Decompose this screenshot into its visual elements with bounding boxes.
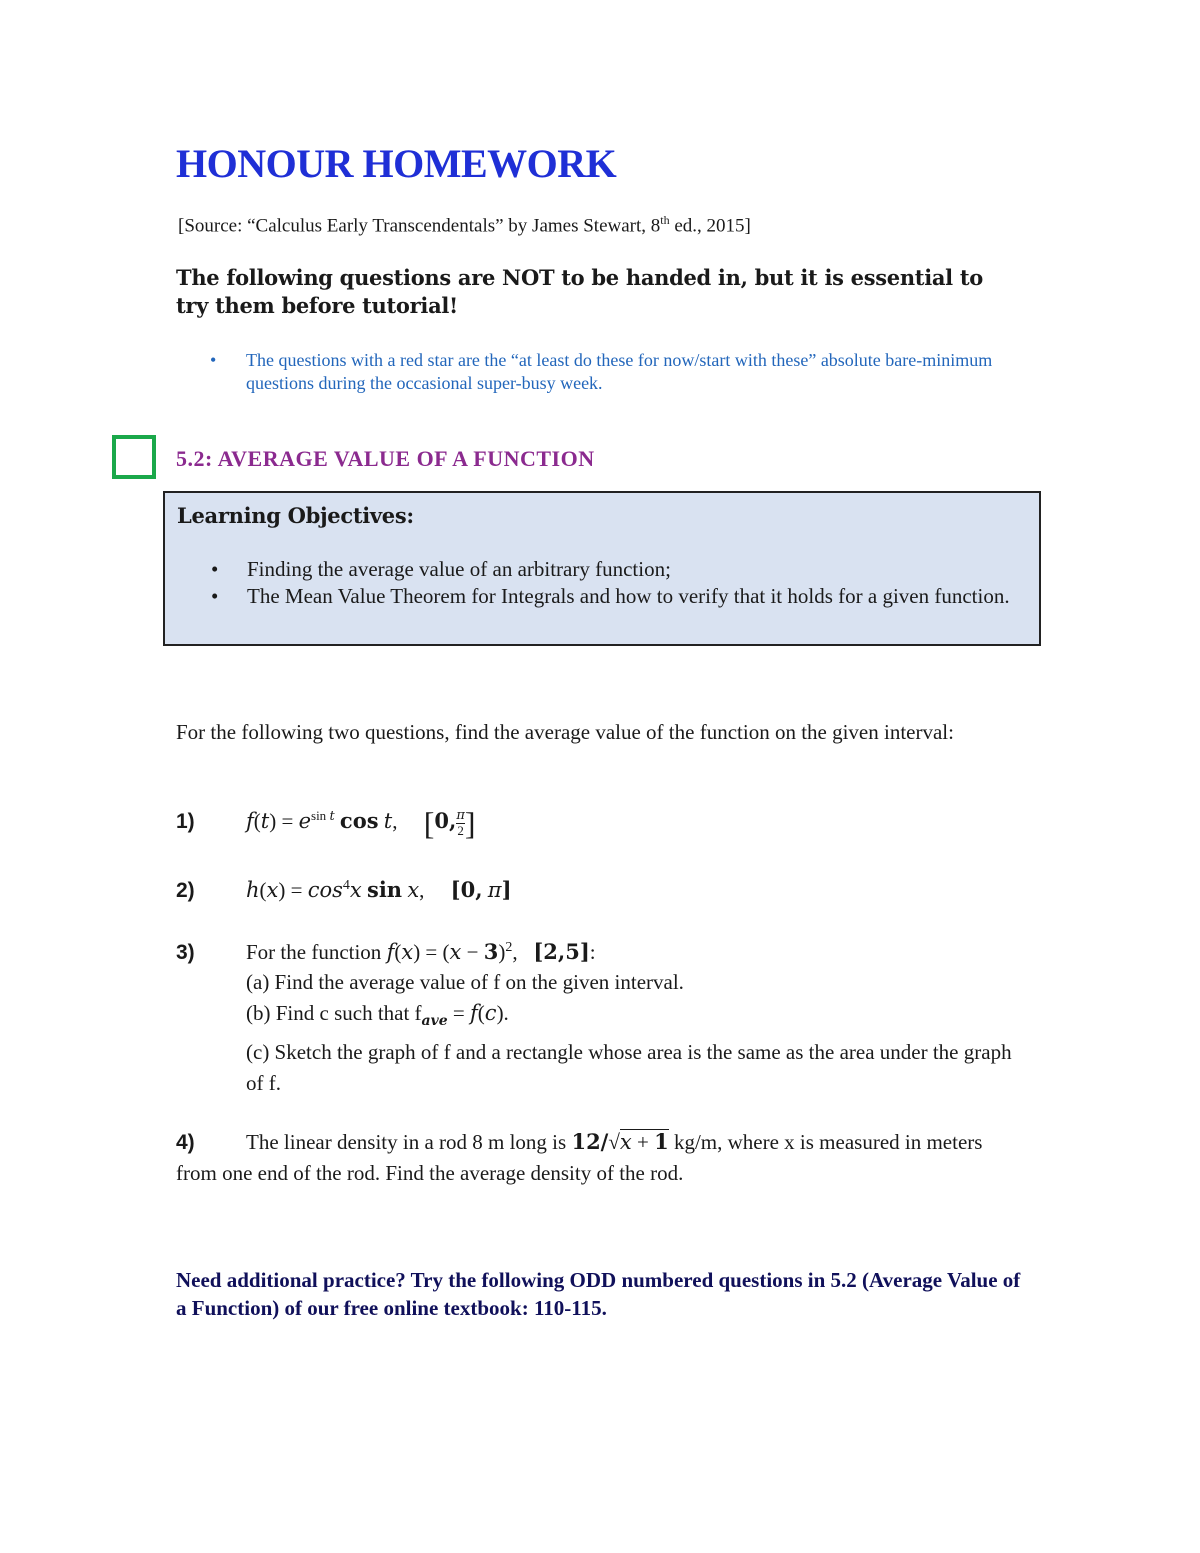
notice-text: The following questions are NOT to be handed in, but it is essential to try them before tutorial! <box>176 265 983 318</box>
source-citation <box>178 213 751 237</box>
learning-objectives-box <box>163 491 1041 646</box>
question-3-lead: For the function <box>246 940 387 964</box>
learning-objectives-heading: Learning Objectives: <box>177 503 414 528</box>
bullet-icon: • <box>211 584 219 608</box>
page-title: HONOUR HOMEWORK <box>176 141 617 186</box>
source-prefix: [Source: “Calculus Early Transcendentals” by James Stewart, 8 <box>178 215 661 237</box>
questions-intro: For the following two questions, find the average value of the function on the given interval: <box>176 720 954 744</box>
question-1-formula: $f(t) = e^{sin t}$ cos t, [0, $\frac{\pi}{2}$ ] <box>246 805 476 842</box>
bullet-icon: • <box>210 350 217 370</box>
section-title: 5.2: AVERAGE VALUE OF A FUNCTION <box>176 446 595 471</box>
question-1 <box>176 802 476 842</box>
question-3-part-b-text: (b) Find c such that f <box>246 1001 422 1025</box>
red-star-note <box>210 349 1000 395</box>
question-3-part-b: (b) Find c such that $f_{ave} = f(c)$. <box>246 1001 509 1030</box>
question-2 <box>176 872 512 905</box>
red-star-note-text: The questions with a red star are the “at least do these for now/start with these” absolute bare-minimum questions during the occasional super-busy week. <box>246 350 993 393</box>
objective-item <box>211 556 1023 583</box>
question-number: 2) <box>176 879 195 902</box>
objective-text: The Mean Value Theorem for Integrals and how to verify that it holds for a given function. <box>247 584 1010 608</box>
question-number: 3) <box>176 941 195 964</box>
objective-text: Finding the average value of an arbitrary function; <box>247 557 671 581</box>
question-number: 1) <box>176 810 195 833</box>
question-4-formula: 12/√x + 1 <box>571 1129 669 1154</box>
question-3-part-a: (a) Find the average value of f on the given interval. <box>246 970 684 994</box>
section-checkbox[interactable] <box>112 435 156 479</box>
question-4-text-after: kg/m, where x is measured in meters from one end of the rod. Find the average density of the rod. <box>176 1130 983 1185</box>
source-suffix: ed., 2015] <box>669 215 751 237</box>
question-3-part-c: (c) Sketch the graph of f and a rectangle whose area is the same as the area under the graph of f. <box>246 1040 1012 1096</box>
source-superscript: th <box>660 213 670 227</box>
objective-item <box>211 583 1023 610</box>
learning-objectives-list <box>211 556 1023 610</box>
question-4-text-before: The linear density in a rod 8 m long is <box>246 1130 572 1154</box>
question-4 <box>176 1126 1006 1189</box>
question-2-formula: $h(x) = \cos^4x$ sin x, [0, π] <box>246 877 512 902</box>
question-3 <box>176 934 1016 1099</box>
bullet-icon: • <box>211 557 219 581</box>
question-3-formula: $f(x) = (x - 3)^2$, [2,5]: <box>386 939 596 964</box>
question-number: 4) <box>176 1131 195 1154</box>
additional-practice-note: Need additional practice? Try the following ODD numbered questions in 5.2 (Average Value of a Function) of our free online textbook: 110-115. <box>176 1268 1021 1320</box>
